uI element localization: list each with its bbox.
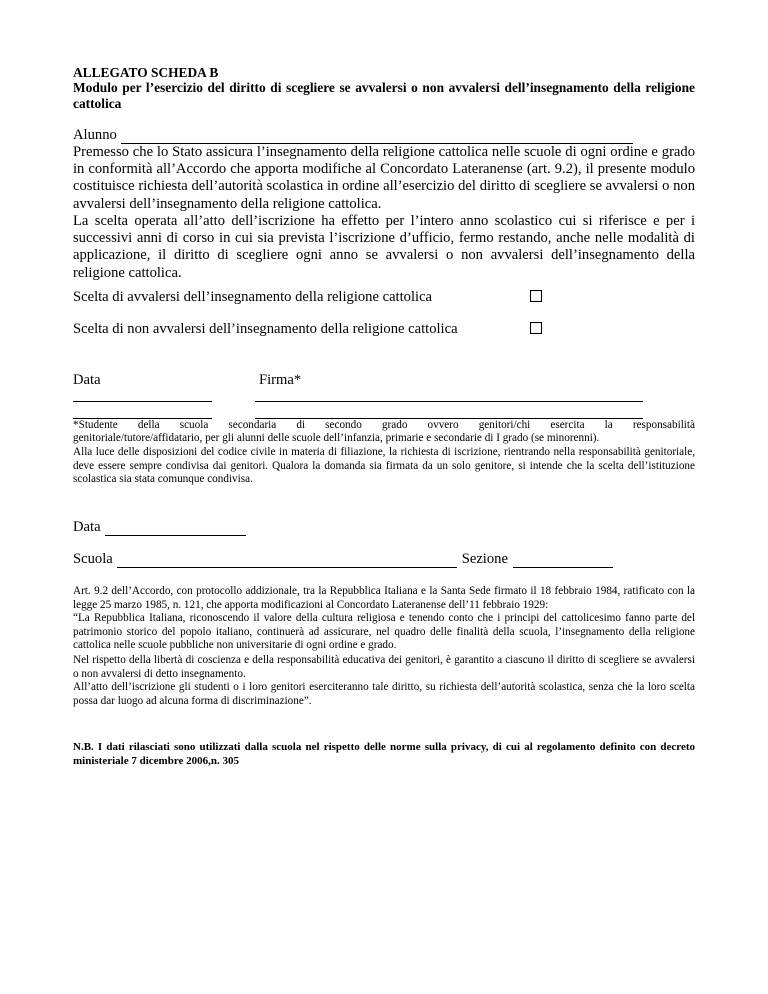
student-field[interactable]: [121, 130, 633, 144]
signature-firma-label: Firma*: [259, 372, 302, 388]
school-label: Scuola: [73, 551, 113, 567]
scelta-paragraph: La scelta operata all’atto dell’iscrizione ha effetto per l’intero anno scolastico cui si riferisce e per i successivi anni di corso in cui sia prevista l’iscrizione d’ufficio, fermo restando, anche nelle modalità di applicazione, il diritto di scegliere ogni anno se avvalersi o non avvalersi dell’insegnamento della religione cattolica.: [73, 213, 695, 281]
section-label: Sezione: [461, 551, 508, 567]
section-field[interactable]: [513, 554, 613, 568]
form-header-subtitle: Modulo per l’esercizio del diritto di scegliere se avvalersi o non avvalersi dell’insegnamento della religione cattolica: [73, 80, 695, 111]
student-row: [73, 127, 695, 144]
student-label: Alunno: [73, 127, 117, 143]
form-header-title: ALLEGATO SCHEDA B: [73, 65, 219, 80]
privacy-note: N.B. I dati rilasciati sono utilizzati dalla scuola nel rispetto delle norme sulla privacy, di cui al regolamento definito con decreto ministeriale 7 dicembre 2006,n. 305: [73, 741, 695, 767]
school-date-label: Data: [73, 519, 101, 535]
legal-paragraph-4: All’atto dell’iscrizione gli studenti o i loro genitori eserciteranno tale diritto, su richiesta dell’autorità scolastica, senza che la loro scelta possa dar luogo ad alcuna forma di discriminazione”.: [73, 681, 695, 707]
school-row: [73, 551, 613, 568]
footnote-rest: genitoriale/tutore/affidatario, per gli alunni delle scuole dell’infanzia, primarie e secondarie di I grado (se minorenni).: [73, 432, 600, 444]
school-date-row: [73, 519, 246, 536]
signature-field-1[interactable]: [255, 401, 643, 402]
legal-paragraph-3: Nel rispetto della libertà di coscienza e della responsabilità educativa dei genitori, è garantito a ciascuno il diritto di scegliere se avvalersi o non avvalersi di detto insegnamento.: [73, 654, 695, 680]
footnote-first-line: *Studente della scuola secondaria di secondo grado ovvero genitori/chi esercita la responsabilità: [73, 419, 695, 431]
legal-paragraph-2: “La Repubblica Italiana, riconoscendo il valore della cultura religiosa e tenendo conto che i principi del cattolicesimo fanno parte del patrimonio storico del popolo italiano, continuerà ad assicurare, nel quadro delle finalità della scuola, l’insegnamento della religione cattolica nelle scuole pubbliche non universitarie di ogni ordine e grado.: [73, 612, 695, 652]
school-date-field[interactable]: [105, 522, 246, 536]
premessa-paragraph: Premesso che lo Stato assicura l’insegnamento della religione cattolica nelle scuole di ogni ordine e grado in conformità all’Accordo che apporta modifiche al Concordato Lateranense (art. 9.2), il presente modulo costituisce richiesta dell’autorità scolastica in ordine all’esercizio del diritto di scegliere se avvalersi o non avvalersi dell’insegnamento della religione cattolica.: [73, 144, 695, 212]
avvalersi-checkbox[interactable]: [530, 290, 542, 302]
option-non-avvalersi-label: Scelta di non avvalersi dell’insegnamento della religione cattolica: [73, 321, 458, 337]
school-field[interactable]: [117, 554, 457, 568]
signature-date-field-1[interactable]: [73, 401, 212, 402]
option-avvalersi-label: Scelta di avvalersi dell’insegnamento della religione cattolica: [73, 289, 433, 305]
non-avvalersi-checkbox[interactable]: [530, 322, 542, 334]
legal-paragraph-1: Art. 9.2 dell’Accordo, con protocollo addizionale, tra la Repubblica Italiana e la Santa Sede firmato il 18 febbraio 1984, ratificato con la legge 25 marzo 1985, n. 121, che apporta modificazioni al Concordato Lateranense dell’11 febbraio 1929:: [73, 585, 695, 611]
footnote-second: Alla luce delle disposizioni del codice civile in materia di filiazione, la richiesta di iscrizione, rientrando nella responsabilità genitoriale, deve essere sempre condivisa dai genitori. Qualora la domanda sia firmata da un solo genitore, si intende che la scelta dell’istituzione scolastica sia stata comunque condivisa.: [73, 446, 695, 486]
signature-date-label: Data: [73, 372, 101, 388]
